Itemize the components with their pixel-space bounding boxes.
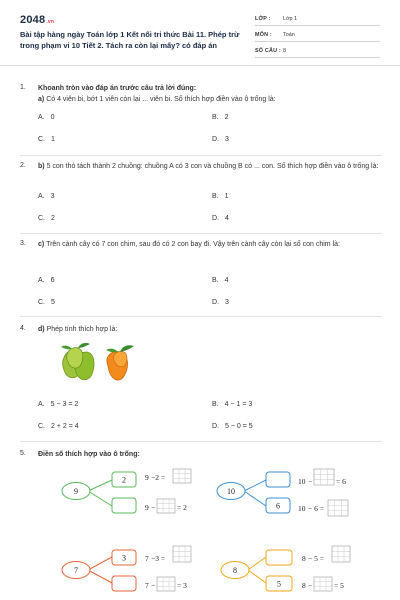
site-logo[interactable]	[20, 14, 54, 26]
question-heading: Điền số thích hợp vào ô trống:	[38, 451, 140, 458]
option-value: 4 − 1 = 3	[224, 401, 253, 408]
question-text	[38, 162, 381, 173]
logo-suffix: .vn	[46, 19, 55, 25]
option-value: 2	[51, 215, 55, 222]
option-b[interactable]	[212, 401, 252, 408]
answer-grid-box[interactable]	[173, 546, 191, 562]
option-letter: C.	[38, 215, 45, 222]
eq-op: −2 =	[151, 473, 166, 482]
option-value: 1	[224, 193, 229, 200]
option-value: 6	[50, 277, 55, 284]
meta-value: Toán	[283, 32, 295, 38]
option-letter: B.	[212, 114, 219, 121]
meta-value: 8	[283, 48, 286, 54]
meta-label: LỚP :	[255, 16, 271, 22]
option-d[interactable]	[212, 423, 253, 430]
question-body: Có 4 viên bi, bớt 1 viên còn lại ... viên bi. Số thích hợp điền vào ô trống là:	[46, 95, 276, 103]
option-value: 5 − 0 = 5	[225, 423, 253, 430]
part-bottom-value: 6	[276, 501, 280, 511]
question-body: 5 con thỏ tách thành 2 chuồng: chuồng A có 3 con và chuồng B có ... con. Số thích hợp điền vào ô trống là:	[46, 163, 379, 170]
eq-op: −	[151, 503, 156, 512]
option-value: 2	[224, 114, 229, 121]
question-number: 3.	[20, 240, 26, 247]
eq-a: 8	[302, 554, 306, 563]
part-bottom-box[interactable]	[112, 498, 136, 513]
question-5	[20, 450, 382, 462]
document-title: Bài tập hàng ngày Toán lớp 1 Kết nối tri thức Bài 11. Phép trừ trong phạm vi 10 Tiết 2. Tách ra còn lại mấy? có đáp án	[20, 30, 240, 50]
question-3	[20, 240, 382, 310]
part-top-value: 2	[122, 475, 126, 485]
option-c[interactable]	[38, 136, 55, 143]
part-bottom-value: 5	[277, 579, 281, 589]
option-value: 0	[50, 114, 55, 121]
whole-value: 8	[233, 566, 237, 575]
option-value: 3	[225, 299, 229, 306]
part-bottom-box[interactable]	[112, 576, 136, 591]
eq-op: −	[308, 581, 313, 590]
option-letter: D.	[212, 299, 219, 306]
answer-grid-box[interactable]	[314, 469, 334, 485]
eq-a: 10	[298, 504, 306, 513]
option-letter: D.	[212, 215, 219, 222]
question-heading: Khoanh tròn vào đáp án trước câu trả lời đúng:	[38, 85, 197, 92]
option-letter: A.	[38, 401, 45, 408]
question-body: Trên cành cây có 7 con chim, sau đó có 2 con bay đi. Vậy trên cành cây còn lại số con chim là:	[46, 241, 340, 248]
question-text	[38, 240, 381, 251]
option-letter: B.	[212, 277, 219, 284]
option-letter: B.	[212, 193, 219, 200]
answer-grid-box[interactable]	[157, 499, 175, 513]
option-letter: C.	[38, 423, 45, 430]
option-a[interactable]	[38, 277, 55, 284]
option-value: 3	[50, 193, 55, 200]
option-value: 5 − 3 = 2	[50, 401, 79, 408]
logo-text: 2048	[20, 14, 46, 26]
whole-value: 9	[74, 487, 78, 496]
eq-a: 7	[145, 554, 149, 563]
answer-grid-box[interactable]	[314, 577, 332, 591]
divider	[20, 155, 382, 156]
eq-a: 9	[145, 503, 149, 512]
option-value: 5	[51, 299, 55, 306]
eq-a: 9	[145, 473, 149, 482]
option-letter: C.	[38, 299, 45, 306]
option-b[interactable]	[212, 277, 229, 284]
option-a[interactable]	[38, 193, 55, 200]
number-bond-diagram-1	[58, 466, 208, 522]
meta-value: Lớp 1	[283, 16, 298, 22]
green-mango-icon	[61, 343, 94, 380]
divider	[20, 316, 382, 317]
answer-grid-box[interactable]	[157, 577, 175, 591]
eq-result: = 2	[177, 503, 187, 512]
number-bond-diagram-3	[58, 540, 208, 598]
whole-value: 10	[227, 487, 235, 496]
question-part: c)	[38, 241, 45, 248]
answer-grid-box[interactable]	[328, 500, 348, 516]
option-value: 4	[224, 277, 229, 284]
question-number: 1.	[20, 84, 26, 91]
option-a[interactable]	[38, 114, 55, 121]
eq-a: 7	[145, 581, 149, 590]
option-d[interactable]	[212, 215, 229, 222]
mango-picture	[58, 340, 140, 386]
option-letter: D.	[212, 423, 219, 430]
question-1	[20, 84, 382, 154]
answer-grid-box[interactable]	[332, 546, 350, 562]
option-value: 2 + 2 = 4	[51, 423, 79, 430]
question-number: 2.	[20, 162, 26, 169]
question-text	[38, 84, 381, 105]
question-body: Phép tính thích hợp là:	[46, 326, 118, 333]
meta-subject	[255, 30, 380, 42]
option-value: 3	[225, 136, 229, 143]
option-b[interactable]	[212, 114, 229, 121]
question-part: b)	[38, 163, 45, 170]
eq-op: − 6 =	[308, 504, 324, 513]
meta-question-count	[255, 46, 380, 58]
option-letter: A.	[38, 277, 45, 284]
eq-op: −3 =	[151, 554, 166, 563]
option-letter: A.	[38, 114, 45, 121]
option-d[interactable]	[212, 299, 229, 306]
whole-value: 7	[74, 566, 78, 575]
option-c[interactable]	[38, 423, 79, 430]
option-letter: A.	[38, 193, 45, 200]
part-top-box[interactable]	[266, 472, 290, 487]
meta-grade	[255, 14, 380, 26]
eq-a: 8	[302, 581, 306, 590]
option-c[interactable]	[38, 215, 55, 222]
number-bond-diagram-2	[214, 466, 384, 522]
divider	[20, 441, 382, 442]
orange-mango-icon	[106, 345, 134, 380]
question-2	[20, 162, 382, 232]
option-letter: C.	[38, 136, 45, 143]
option-letter: B.	[212, 401, 219, 408]
eq-result: = 3	[177, 581, 187, 590]
number-bond-diagram-4	[214, 540, 384, 598]
part-top-value: 3	[122, 553, 126, 563]
eq-result: = 6	[336, 477, 346, 486]
option-a[interactable]	[38, 401, 78, 408]
option-c[interactable]	[38, 299, 55, 306]
eq-op: − 5 =	[308, 554, 324, 563]
answer-grid-box[interactable]	[173, 469, 191, 483]
question-number: 4.	[20, 325, 26, 332]
question-number: 5.	[20, 450, 26, 457]
option-value: 4	[225, 215, 229, 222]
question-part: a)	[38, 95, 45, 103]
question-4	[20, 325, 382, 435]
eq-a: 10	[298, 477, 306, 486]
eq-op: −	[308, 477, 313, 486]
option-d[interactable]	[212, 136, 229, 143]
option-b[interactable]	[212, 193, 229, 200]
meta-label: MÔN :	[255, 32, 272, 38]
eq-op: −	[151, 581, 156, 590]
meta-label: SỐ CÂU :	[255, 48, 281, 54]
option-letter: D.	[212, 136, 219, 143]
part-top-box[interactable]	[266, 550, 292, 565]
question-text	[38, 325, 381, 336]
question-part: d)	[38, 326, 45, 333]
option-value: 1	[51, 136, 55, 143]
divider	[20, 233, 382, 234]
eq-result: = 5	[334, 581, 344, 590]
document-header	[0, 0, 400, 66]
